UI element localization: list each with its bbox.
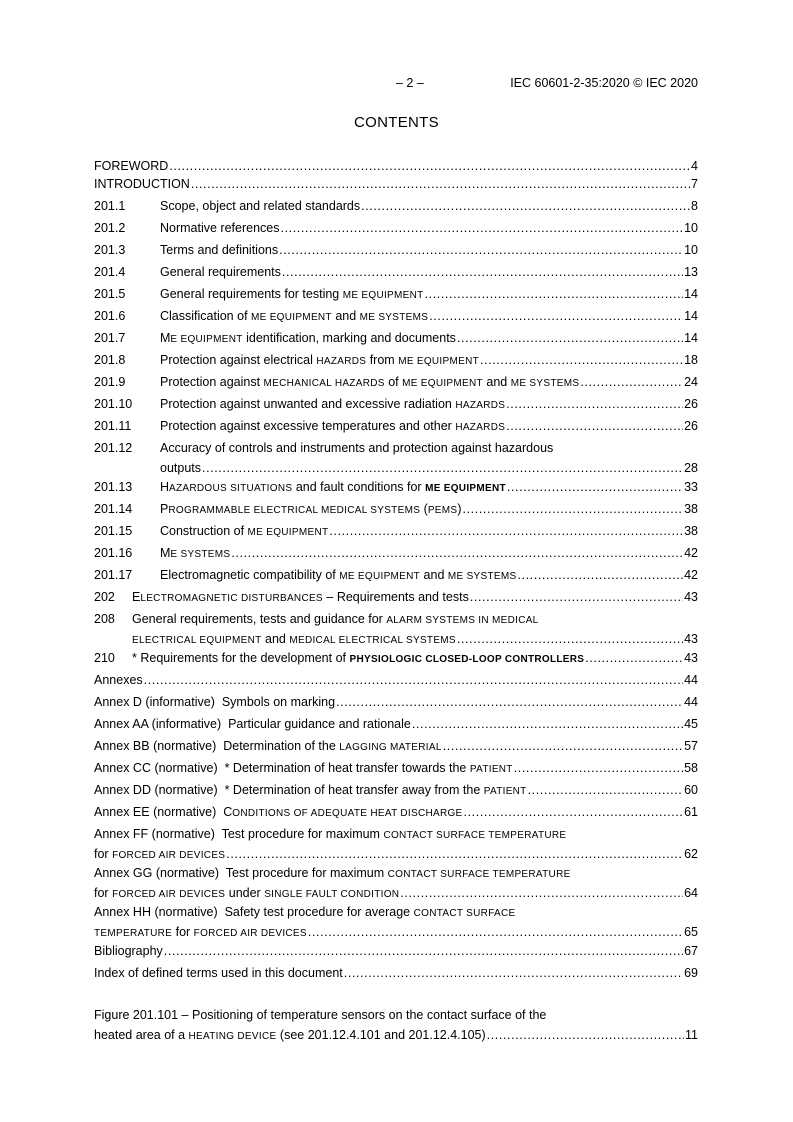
dot-leader [400, 885, 683, 901]
clause-number: 201.4 [94, 265, 126, 279]
dot-leader [412, 716, 683, 732]
clause-number: 208 [94, 612, 115, 626]
dot-leader [202, 460, 683, 476]
toc-entry-201-14[interactable] [94, 499, 698, 521]
toc-page-number: 42 [684, 568, 698, 582]
dot-leader [506, 418, 683, 434]
clause-number: 201.7 [94, 331, 126, 345]
dot-leader [463, 501, 684, 517]
toc-page-number: 26 [684, 397, 698, 411]
toc-page-number: 38 [684, 502, 698, 516]
toc-entry-201-2[interactable] [94, 218, 698, 240]
toc-page-number: 4 [691, 159, 698, 173]
toc-page-number: 43 [684, 590, 698, 604]
toc-entry-title: Annexes [94, 673, 143, 687]
toc-entry-title: Protection against MECHANICAL HAZARDS of ME EQUIPMENT and ME SYSTEMS [160, 375, 580, 389]
dot-leader [585, 650, 683, 666]
dot-leader [425, 286, 684, 302]
toc-entry-title: Construction of ME EQUIPMENT [160, 524, 329, 538]
toc-entry-201-16[interactable] [94, 543, 698, 565]
toc-entry-title: Annex BB (normative) Determination of the LAGGING MATERIAL [94, 739, 442, 753]
toc-page-number: 8 [691, 199, 698, 213]
toc-entry-201-15[interactable] [94, 521, 698, 543]
toc-entry-title: * Requirements for the development of PHYSIOLOGIC CLOSED-LOOP CONTROLLERS [132, 651, 585, 665]
toc-page-number: 67 [684, 944, 698, 958]
clause-number: 201.13 [94, 480, 133, 494]
toc-page-number: 61 [684, 805, 698, 819]
toc-page-number: 44 [684, 673, 698, 687]
toc-entry-201-10[interactable] [94, 394, 698, 416]
table-of-contents [94, 158, 698, 1044]
toc-page-number: 42 [684, 546, 698, 560]
dot-leader [528, 782, 684, 798]
dot-leader [164, 943, 683, 959]
dot-leader [226, 846, 683, 862]
toc-page-number: 10 [684, 221, 698, 235]
toc-entry-title: FOREWORD [94, 159, 169, 173]
dot-leader [429, 308, 683, 324]
dot-leader [329, 523, 683, 539]
toc-entry-title-continued: ELECTRICAL EQUIPMENT and MEDICAL ELECTRICAL SYSTEMS [132, 632, 456, 646]
toc-page-number: 38 [684, 524, 698, 538]
toc-entry-title: Protection against electrical HAZARDS from ME EQUIPMENT [160, 353, 480, 367]
toc-entry-annex-gg[interactable] [94, 863, 698, 902]
standard-reference: IEC 60601-2-35:2020 © IEC 2020 [510, 76, 698, 90]
clause-number: 201.11 [94, 419, 132, 433]
dot-leader [344, 965, 683, 981]
toc-entry-title: ME SYSTEMS [160, 546, 231, 560]
toc-entry-201-13[interactable] [94, 477, 698, 499]
toc-entry-title: Annex CC (normative) * Determination of heat transfer towards the PATIENT [94, 761, 513, 775]
dot-leader [169, 159, 690, 174]
toc-page-number: 62 [684, 847, 698, 861]
toc-entry-201-4[interactable] [94, 262, 698, 284]
toc-page-number: 64 [684, 886, 698, 900]
dot-leader [514, 760, 683, 776]
figure-title-continued: heated area of a HEATING DEVICE (see 201.12.4.101 and 201.12.4.105) [94, 1028, 486, 1042]
toc-page-number: 14 [684, 309, 698, 323]
toc-entry-annex-d[interactable] [94, 692, 698, 714]
page-title: CONTENTS [354, 114, 439, 131]
toc-entry-annex-bb[interactable] [94, 736, 698, 758]
clause-number: 201.17 [94, 568, 133, 582]
clause-number: 201.12 [94, 441, 133, 455]
toc-entry-title: PROGRAMMABLE ELECTRICAL MEDICAL SYSTEMS (PEMS) [160, 502, 462, 516]
toc-entry-annex-aa[interactable] [94, 714, 698, 736]
clause-number: 201.8 [94, 353, 126, 367]
dot-leader [457, 330, 683, 346]
toc-entry-introduction[interactable] [94, 174, 698, 196]
toc-page-number: 14 [684, 287, 698, 301]
toc-entry-annex-hh[interactable] [94, 902, 698, 941]
toc-entry-title: Electromagnetic compatibility of ME EQUIPMENT and ME SYSTEMS [160, 568, 517, 582]
toc-entry-201-17[interactable] [94, 565, 698, 587]
toc-entry-title: Normative references [160, 221, 280, 235]
page-number: – 2 – [396, 76, 424, 90]
toc-page-number: 24 [684, 375, 698, 389]
dot-leader [336, 694, 683, 710]
toc-page-number: 33 [684, 480, 698, 494]
toc-page-number: 65 [684, 925, 698, 939]
toc-entry-201-5[interactable] [94, 284, 698, 306]
toc-entry-210[interactable] [94, 648, 698, 670]
clause-number: 201.14 [94, 502, 133, 516]
toc-entry-title: Annex FF (normative) Test procedure for maximum CONTACT SURFACE TEMPERATURE [94, 827, 567, 841]
toc-entry-foreword[interactable] [94, 158, 698, 174]
toc-page-number: 43 [684, 632, 698, 646]
dot-leader [443, 738, 683, 754]
toc-page-number: 60 [684, 783, 698, 797]
dot-leader [507, 479, 683, 495]
toc-entry-title: General requirements [160, 265, 281, 279]
clause-number: 201.10 [94, 397, 133, 411]
toc-page-number: 43 [684, 651, 698, 665]
dot-leader [191, 176, 690, 192]
dot-leader [580, 374, 683, 390]
toc-entry-title: Protection against excessive temperatures and other HAZARDS [160, 419, 506, 433]
toc-entry-annex-ee[interactable] [94, 802, 698, 824]
toc-page-number: 69 [684, 966, 698, 980]
toc-page-number: 10 [684, 243, 698, 257]
toc-entry-title-continued: outputs [160, 461, 202, 475]
toc-entry-201-3[interactable] [94, 240, 698, 262]
clause-number: 201.3 [94, 243, 126, 257]
toc-entry-201-12[interactable] [94, 438, 698, 477]
toc-entry-title: Annex GG (normative) Test procedure for maximum CONTACT SURFACE TEMPERATURE [94, 866, 571, 880]
toc-entry-title: Annex EE (normative) CONDITIONS OF ADEQUATE HEAT DISCHARGE [94, 805, 463, 819]
toc-entry-title: ME EQUIPMENT identification, marking and documents [160, 331, 456, 345]
dot-leader [506, 396, 683, 412]
dot-leader [279, 242, 683, 258]
toc-entry-title: General requirements, tests and guidance for ALARM SYSTEMS IN MEDICAL [132, 612, 539, 626]
figure-entry-201-101[interactable] [94, 1005, 698, 1044]
clause-number: 201.6 [94, 309, 126, 323]
toc-page-number: 57 [684, 739, 698, 753]
toc-entry-208[interactable] [94, 609, 698, 648]
clause-number: 201.9 [94, 375, 126, 389]
toc-entry-title-continued: for FORCED AIR DEVICES under SINGLE FAULT CONDITION [94, 886, 400, 900]
dot-leader [517, 567, 683, 583]
toc-page-number: 45 [684, 717, 698, 731]
toc-entry-title: Terms and definitions [160, 243, 279, 257]
toc-entry-title: Scope, object and related standards [160, 199, 361, 213]
toc-entry-201-8[interactable] [94, 350, 698, 372]
toc-entry-202[interactable] [94, 587, 698, 609]
toc-entry-bibliography[interactable] [94, 941, 698, 963]
dot-leader [480, 352, 683, 368]
toc-page-number: 7 [691, 177, 698, 191]
dot-leader [144, 672, 683, 688]
toc-entry-201-11[interactable] [94, 416, 698, 438]
toc-entry-title: Annex DD (normative) * Determination of heat transfer away from the PATIENT [94, 783, 527, 797]
toc-page-number: 14 [684, 331, 698, 345]
toc-page-number: 18 [684, 353, 698, 367]
toc-entry-title: Accuracy of controls and instruments and protection against hazardous [160, 441, 554, 455]
toc-entry-title: Annex HH (normative) Safety test procedure for average CONTACT SURFACE [94, 905, 516, 919]
clause-number: 201.2 [94, 221, 126, 235]
toc-page-number: 26 [684, 419, 698, 433]
clause-number: 201.15 [94, 524, 133, 538]
clause-number: 201.1 [94, 199, 126, 213]
toc-entry-title: Annex D (informative) Symbols on marking [94, 695, 336, 709]
toc-entry-title: Classification of ME EQUIPMENT and ME SYSTEMS [160, 309, 429, 323]
dot-leader [470, 589, 683, 605]
toc-entry-201-7[interactable] [94, 328, 698, 350]
dot-leader [457, 631, 683, 647]
page-header [95, 76, 698, 92]
figure-title: Figure 201.101 – Positioning of temperature sensors on the contact surface of the [94, 1008, 547, 1022]
toc-entry-title: Index of defined terms used in this document [94, 966, 343, 980]
clause-number: 202 [94, 590, 115, 604]
toc-entry-201-1[interactable] [94, 196, 698, 218]
toc-entry-title: ELECTROMAGNETIC DISTURBANCES – Requirements and tests [132, 590, 469, 604]
clause-number: 201.5 [94, 287, 126, 301]
toc-entry-201-9[interactable] [94, 372, 698, 394]
clause-number: 210 [94, 651, 115, 665]
section-gap [94, 985, 698, 1005]
toc-entry-annex-ff[interactable] [94, 824, 698, 863]
toc-page-number: 44 [684, 695, 698, 709]
toc-entry-annexes[interactable] [94, 670, 698, 692]
toc-entry-title: Annex AA (informative) Particular guidance and rationale [94, 717, 411, 731]
dot-leader [361, 198, 690, 214]
toc-entry-title: INTRODUCTION [94, 177, 190, 191]
toc-entry-201-6[interactable] [94, 306, 698, 328]
toc-entry-title: HAZARDOUS SITUATIONS and fault conditions for ME EQUIPMENT [160, 480, 506, 494]
toc-entry-index[interactable] [94, 963, 698, 985]
toc-entry-title-continued: TEMPERATURE for FORCED AIR DEVICES [94, 925, 307, 939]
toc-entry-title: General requirements for testing ME EQUIPMENT [160, 287, 424, 301]
toc-page-number: 11 [685, 1028, 698, 1042]
clause-number: 201.16 [94, 546, 133, 560]
dot-leader [308, 924, 683, 940]
toc-entry-annex-dd[interactable] [94, 780, 698, 802]
toc-entry-title: Bibliography [94, 944, 163, 958]
toc-page-number: 28 [684, 461, 698, 475]
dot-leader [464, 804, 684, 820]
dot-leader [487, 1027, 684, 1043]
toc-entry-title-continued: for FORCED AIR DEVICES [94, 847, 226, 861]
dot-leader [281, 220, 684, 236]
toc-entry-annex-cc[interactable] [94, 758, 698, 780]
toc-page-number: 58 [684, 761, 698, 775]
dot-leader [231, 545, 683, 561]
toc-entry-title: Protection against unwanted and excessive radiation HAZARDS [160, 397, 506, 411]
toc-page-number: 13 [684, 265, 698, 279]
dot-leader [282, 264, 683, 280]
